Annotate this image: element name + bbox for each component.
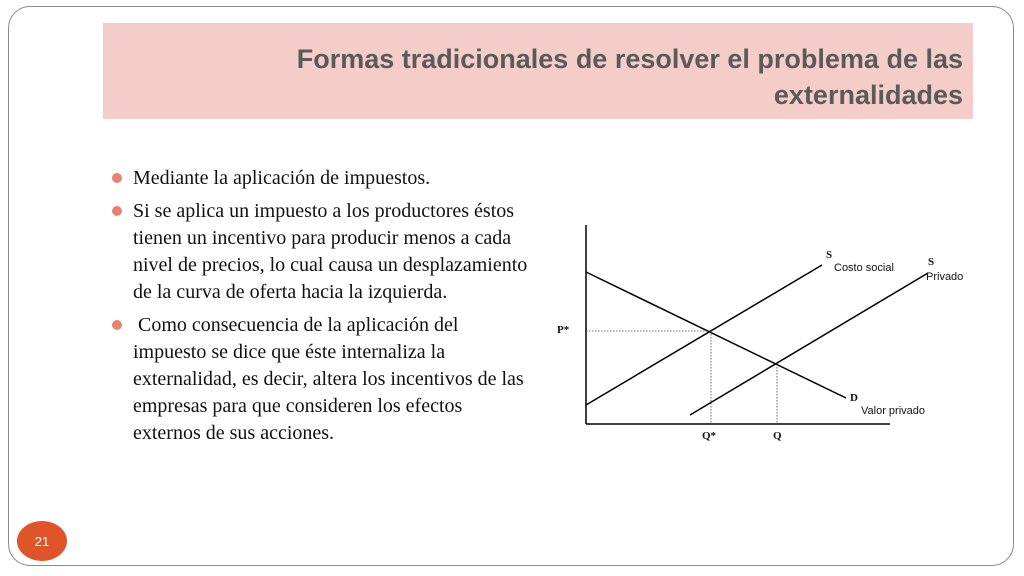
bullet-text: Si se aplica un impuesto a los productores éstos tienen un incentivo para producir menos a cada nivel de precios, lo cual causa un desplazamiento de la curva de oferta hacia la izquierda. <box>133 200 528 303</box>
externality-diagram <box>550 215 980 455</box>
bullet-item <box>108 165 528 192</box>
title-bar <box>103 23 973 119</box>
bullet-icon <box>112 206 122 216</box>
private-supply-curve <box>690 273 928 415</box>
q-label: Q <box>773 430 782 442</box>
price-label: P* <box>557 324 570 336</box>
bullet-list <box>108 165 528 453</box>
demand-label: Valor privado <box>861 405 925 417</box>
social-supply-curve <box>586 265 822 405</box>
bullet-icon <box>112 173 122 183</box>
slide-title: Formas tradicionales de resolver el problema de las externalidades <box>296 44 963 110</box>
social-supply-label: Costo social <box>834 262 894 274</box>
social-supply-letter: S <box>826 249 833 261</box>
private-supply-label: Privado <box>926 271 964 283</box>
q-star-label: Q* <box>702 430 717 442</box>
demand-letter: D <box>850 392 858 404</box>
slide-number: 21 <box>34 533 50 549</box>
private-supply-letter: S <box>928 256 935 268</box>
bullet-text: Como consecuencia de la aplicación del impuesto se dice que éste internaliza la externalidad, es decir, altera los incentivos de las empresas para que consideren los efectos externos de sus acciones. <box>133 314 529 444</box>
slide-number-badge <box>17 521 67 561</box>
bullet-icon <box>112 320 122 330</box>
bullet-item <box>108 198 528 306</box>
demand-curve <box>586 272 846 398</box>
bullet-text: Mediante la aplicación de impuestos. <box>133 167 431 189</box>
bullet-item <box>108 312 528 447</box>
